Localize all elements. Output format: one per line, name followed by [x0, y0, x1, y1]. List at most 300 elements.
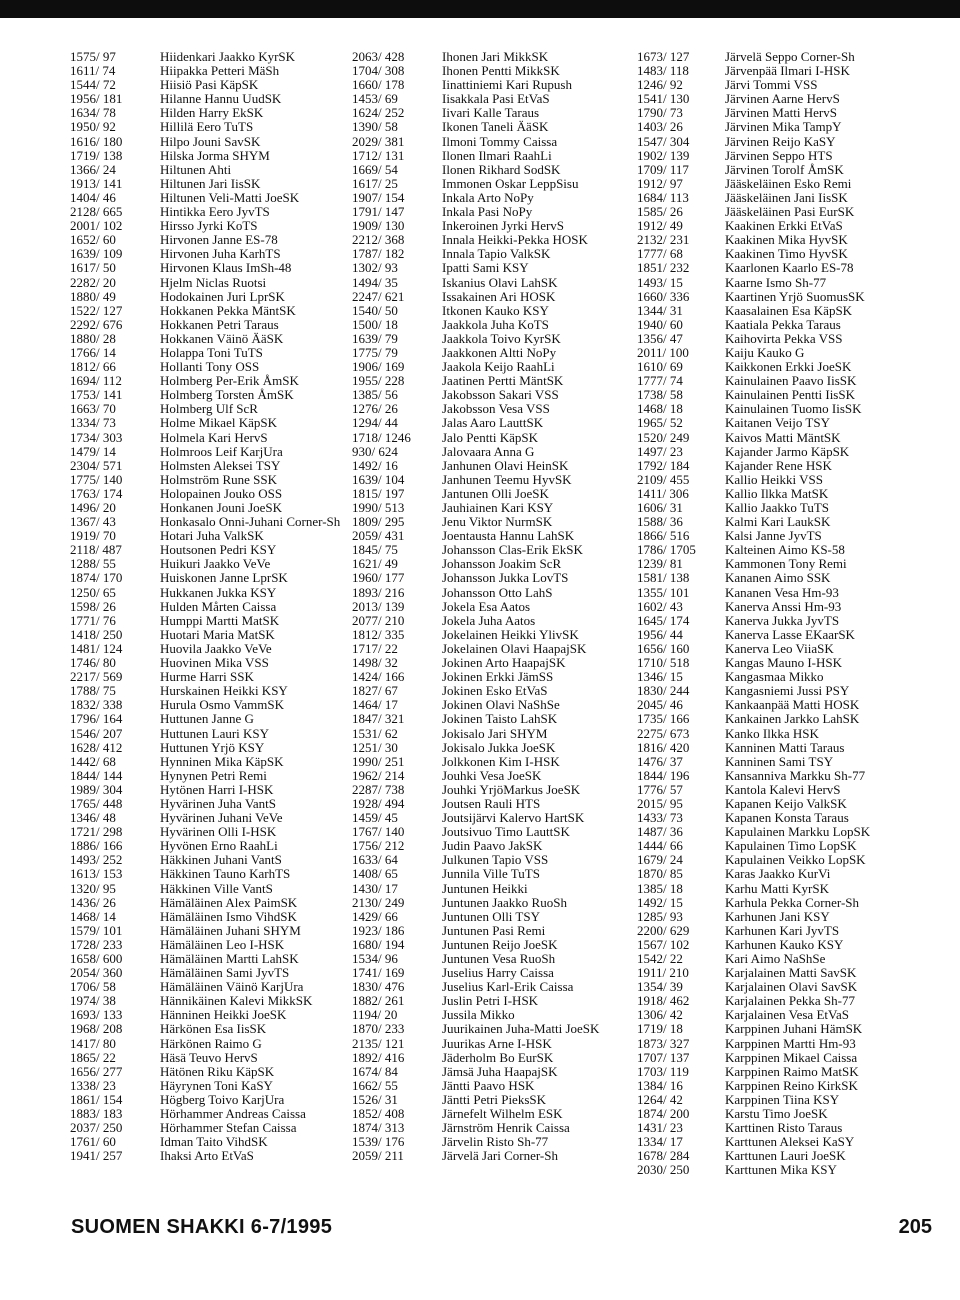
rating-games: 1264/ 42 [637, 1091, 683, 1107]
player-name-club: Kanerva Jukka JyvTS [725, 612, 840, 628]
rating-games: 1775/ 140 [70, 471, 123, 487]
player-name-club: Kajander Rene HSK [725, 457, 832, 473]
player-row [637, 952, 957, 966]
player-row [637, 769, 957, 783]
rating-games: 1346/ 48 [70, 810, 116, 826]
player-row [70, 825, 345, 839]
player-row [637, 896, 957, 910]
player-name-club: Hjelm Niclas Ruotsi [160, 274, 267, 290]
player-name-club: Hörhammer Andreas Caissa [160, 1106, 306, 1122]
player-row [70, 487, 345, 501]
rating-games: 1712/ 131 [352, 147, 405, 163]
rating-games: 2015/ 95 [637, 795, 683, 811]
player-row [637, 586, 957, 600]
rating-games: 1418/ 250 [70, 626, 123, 642]
player-row [352, 346, 624, 360]
player-row [352, 374, 624, 388]
player-name-club: Hämäläinen Sami JyvTS [160, 965, 290, 981]
rating-games: 1194/ 20 [352, 1007, 398, 1023]
player-name-club: Juntunen Pasi Remi [442, 922, 546, 938]
rating-games: 1913/ 141 [70, 175, 123, 191]
player-name-club: Karjalainen Matti SavSK [725, 965, 857, 981]
player-name-club: Ihaksi Arto EtVaS [160, 1148, 254, 1164]
rating-games: 1870/ 85 [637, 866, 683, 882]
rating-games: 1606/ 31 [637, 500, 683, 515]
player-name-club: Kaasalainen Esa KäpSK [725, 302, 853, 318]
rating-games: 1728/ 233 [70, 936, 123, 952]
rating-games: 1366/ 24 [70, 161, 116, 177]
rating-games: 1830/ 476 [352, 979, 405, 995]
rating-games: 1761/ 60 [70, 1134, 116, 1150]
player-name-club: Jalas Aaro LauttSK [442, 415, 544, 431]
player-name-club: Huttunen Lauri KSY [160, 725, 270, 741]
player-name-club: Järvelin Risto Sh-77 [442, 1134, 549, 1150]
player-row [637, 445, 957, 459]
player-row [352, 1037, 624, 1051]
rating-games: 2275/ 673 [637, 725, 690, 741]
player-row [70, 445, 345, 459]
rating-games: 1706/ 58 [70, 979, 116, 995]
rating-games: 1417/ 80 [70, 1035, 116, 1051]
player-row [352, 402, 624, 416]
player-row [352, 149, 624, 163]
player-row [352, 882, 624, 896]
rating-games: 1581/ 138 [637, 570, 690, 586]
rating-games: 1674/ 84 [352, 1063, 398, 1079]
player-row [352, 332, 624, 346]
rating-games: 2287/ 738 [352, 781, 405, 797]
player-row [70, 149, 345, 163]
player-row [637, 1107, 957, 1121]
player-name-club: Juntunen Olli TSY [442, 908, 540, 924]
rating-games: 1660/ 336 [637, 288, 690, 304]
player-name-club: Kallio Jaakko TuTS [725, 500, 830, 515]
player-row [70, 219, 345, 233]
rating-games: 1546/ 207 [70, 725, 123, 741]
rating-games: 2247/ 621 [352, 288, 405, 304]
rating-games: 1880/ 28 [70, 330, 116, 346]
rating-games: 1771/ 76 [70, 612, 116, 628]
rating-games: 1602/ 43 [637, 598, 683, 614]
player-name-club: Kankaanpää Matti HOSK [725, 697, 860, 713]
player-name-club: Karhula Pekka Corner-Sh [725, 894, 860, 910]
player-row [70, 1008, 345, 1022]
player-name-club: Häkkinen Juhani VantS [160, 852, 282, 868]
rating-games: 1844/ 196 [637, 767, 690, 783]
player-row [637, 557, 957, 571]
player-row [70, 290, 345, 304]
player-row [637, 1079, 957, 1093]
player-name-club: Jouhki YrjöMarkus JoeSK [442, 781, 581, 797]
player-row [352, 1149, 624, 1163]
rating-games: 1746/ 80 [70, 655, 116, 671]
player-name-club: Juslin Petri I-HSK [442, 993, 539, 1009]
player-row [70, 50, 345, 64]
player-row [70, 416, 345, 430]
player-name-club: Ilmoni Tommy Caissa [442, 133, 558, 149]
rating-games: 1624/ 252 [352, 105, 405, 121]
rating-games: 1542/ 22 [637, 951, 683, 966]
player-row [70, 642, 345, 656]
player-row [70, 473, 345, 487]
player-row [70, 135, 345, 149]
player-row [637, 205, 957, 219]
rating-games: 1656/ 160 [637, 640, 690, 656]
rating-games: 1367/ 43 [70, 514, 116, 530]
rating-games: 1430/ 17 [352, 880, 398, 896]
player-row [70, 276, 345, 290]
player-row [637, 233, 957, 247]
player-name-club: Hyvärinen Juha VantS [160, 795, 277, 811]
rating-games: 1886/ 166 [70, 838, 123, 854]
rating-games: 1911/ 210 [637, 965, 689, 981]
player-name-club: Jenu Viktor NurmSK [442, 514, 553, 530]
rating-games: 1492/ 16 [352, 457, 398, 473]
player-name-club: Immonen Oskar LeppSisu [442, 175, 579, 191]
rating-games: 1844/ 144 [70, 767, 123, 783]
player-row [637, 501, 957, 515]
player-row [352, 191, 624, 205]
rating-games: 2045/ 46 [637, 697, 683, 713]
player-name-club: Judin Paavo JakSK [442, 838, 543, 854]
player-name-club: Karhunen Kari JyvTS [725, 922, 840, 938]
player-name-club: Inkala Arto NoPy [442, 189, 534, 205]
player-row [70, 205, 345, 219]
player-row [352, 910, 624, 924]
player-name-club: Kaiju Kauko G [725, 344, 805, 360]
player-row [637, 994, 957, 1008]
rating-games: 1827/ 67 [352, 683, 398, 699]
player-row [70, 1037, 345, 1051]
player-name-club: Hyvönen Erno RaahLi [160, 838, 278, 854]
player-name-club: Järvinen Aarne HervS [725, 91, 840, 107]
player-name-club: Huiskonen Janne LprSK [160, 570, 288, 586]
player-row [637, 980, 957, 994]
player-row [352, 684, 624, 698]
rating-games: 2011/ 100 [637, 344, 689, 360]
player-row [70, 769, 345, 783]
rating-games: 1436/ 26 [70, 894, 116, 910]
player-name-club: Kallio Ilkka MatSK [725, 485, 829, 501]
rating-games: 1496/ 20 [70, 500, 116, 515]
player-row [352, 614, 624, 628]
rating-games: 1390/ 58 [352, 119, 398, 135]
player-row [70, 106, 345, 120]
player-name-club: Holme Mikael KäpSK [160, 415, 277, 431]
player-row [352, 966, 624, 980]
player-row [352, 64, 624, 78]
player-row [352, 515, 624, 529]
player-name-club: Jämsä Juha HaapajSK [442, 1063, 558, 1079]
rating-games: 1334/ 17 [637, 1134, 683, 1150]
player-row [70, 600, 345, 614]
player-row [70, 698, 345, 712]
rating-games: 1567/ 102 [637, 936, 690, 952]
player-name-club: Karjalainen Pekka Sh-77 [725, 993, 855, 1009]
player-row [70, 741, 345, 755]
player-name-club: Kaakinen Erkki EtVaS [725, 218, 843, 234]
rating-games: 1892/ 416 [352, 1049, 405, 1065]
player-row [637, 571, 957, 585]
rating-games: 1276/ 26 [352, 401, 398, 417]
player-row [70, 318, 345, 332]
rating-games: 1906/ 169 [352, 359, 405, 375]
rating-games: 1476/ 37 [637, 753, 683, 769]
player-name-club: Jakobsson Vesa VSS [442, 401, 550, 417]
player-name-club: Hämäläinen Leo I-HSK [160, 936, 285, 952]
player-row [637, 529, 957, 543]
rating-games: 1786/ 1705 [637, 542, 696, 558]
player-row [352, 557, 624, 571]
player-name-club: Härkönen Raimo G [160, 1035, 262, 1051]
player-name-club: Jauhiainen Kari KSY [442, 500, 554, 515]
rating-games: 1709/ 117 [637, 161, 689, 177]
player-row [637, 1093, 957, 1107]
player-row [637, 332, 957, 346]
rating-games: 2132/ 231 [637, 232, 690, 248]
player-name-club: Häsä Teuvo HervS [160, 1049, 258, 1065]
player-row [352, 205, 624, 219]
rating-games: 1990/ 513 [352, 500, 405, 515]
player-name-club: Kaitanen Veijo TSY [725, 415, 830, 431]
rating-games: 1874/ 170 [70, 570, 123, 586]
player-name-club: Hätönen Riku KäpSK [160, 1063, 275, 1079]
rating-games: 1902/ 139 [637, 147, 690, 163]
rating-games: 1673/ 127 [637, 49, 690, 64]
player-name-club: Karjalainen Vesa EtVaS [725, 1007, 849, 1023]
player-row [352, 1093, 624, 1107]
player-name-club: Kanerva Lasse EKaarSK [725, 626, 855, 642]
player-name-club: Järvelä Jari Corner-Sh [442, 1148, 558, 1164]
rating-games: 2063/ 428 [352, 49, 405, 64]
player-row [637, 543, 957, 557]
rating-games: 1990/ 251 [352, 753, 405, 769]
rating-games: 2013/ 139 [352, 598, 405, 614]
player-name-club: Kangasniemi Jussi PSY [725, 683, 850, 699]
rating-games: 1239/ 81 [637, 556, 683, 572]
rating-games: 1845/ 75 [352, 542, 398, 558]
player-name-club: Karttunen Lauri JoeSK [725, 1148, 846, 1164]
player-name-club: Kalmi Kari LaukSK [725, 514, 831, 530]
player-name-club: Juselius Harry Caissa [442, 965, 554, 981]
player-row [637, 825, 957, 839]
player-row [637, 839, 957, 853]
player-name-club: Juntunen Vesa RuoSh [442, 951, 556, 966]
rating-games: 1493/ 15 [637, 274, 683, 290]
rating-games: 2304/ 571 [70, 457, 123, 473]
player-row [637, 1149, 957, 1163]
player-name-club: Hytönen Harri I-HSK [160, 781, 274, 797]
rating-games: 1861/ 154 [70, 1091, 123, 1107]
rating-games: 1498/ 32 [352, 655, 398, 671]
rating-games: 1790/ 73 [637, 105, 683, 121]
player-name-club: Kanko Ilkka HSK [725, 725, 819, 741]
player-row [70, 1149, 345, 1163]
player-name-club: Issakainen Ari HOSK [442, 288, 556, 304]
player-row [70, 853, 345, 867]
player-row [70, 1051, 345, 1065]
player-row [352, 501, 624, 515]
rating-games: 1453/ 69 [352, 91, 398, 107]
player-row [637, 882, 957, 896]
rating-games: 1788/ 75 [70, 683, 116, 699]
player-name-club: Jokinen Taisto LahSK [442, 711, 558, 727]
rating-games: 2030/ 250 [637, 1162, 690, 1178]
player-name-club: Hiltunen Ahti [160, 161, 232, 177]
player-row [352, 120, 624, 134]
rating-games: 1384/ 16 [637, 1077, 683, 1093]
rating-games: 1912/ 97 [637, 175, 683, 191]
rating-games: 1526/ 31 [352, 1091, 398, 1107]
player-row [352, 811, 624, 825]
player-row [352, 727, 624, 741]
player-name-club: Järvinen Matti HervS [725, 105, 837, 121]
player-name-club: Jouhki Vesa JoeSK [442, 767, 542, 783]
rating-games: 1246/ 92 [637, 77, 683, 93]
player-row [352, 1008, 624, 1022]
rating-games: 1679/ 24 [637, 852, 683, 868]
rating-games: 1874/ 200 [637, 1106, 690, 1122]
player-row [352, 177, 624, 191]
player-row [352, 290, 624, 304]
rating-games: 1616/ 180 [70, 133, 123, 149]
player-name-club: Kainulainen Tuomo IisSK [725, 401, 862, 417]
player-row [70, 1107, 345, 1121]
player-name-club: Hurula Osmo VammSK [160, 697, 284, 713]
player-name-club: Hotari Juha ValkSK [160, 528, 264, 544]
rating-games: 1865/ 22 [70, 1049, 116, 1065]
player-name-club: Jokisalo Jari SHYM [442, 725, 548, 741]
rating-games: 1756/ 212 [352, 838, 405, 854]
rating-games: 1334/ 73 [70, 415, 116, 431]
player-row [352, 741, 624, 755]
rating-games: 1777/ 74 [637, 373, 683, 389]
rating-games: 1344/ 31 [637, 302, 683, 318]
player-name-club: Karhunen Kauko KSY [725, 936, 844, 952]
rating-games: 1645/ 174 [637, 612, 690, 628]
rating-games: 1965/ 52 [637, 415, 683, 431]
player-name-club: Jussila Mikko [442, 1007, 515, 1023]
player-row [637, 853, 957, 867]
page-footer [0, 1216, 960, 1246]
player-row [70, 92, 345, 106]
player-name-club: Jaakkonen Altti NoPy [442, 344, 557, 360]
player-name-club: Jokelainen Olavi HaapajSK [442, 640, 587, 656]
rating-games: 1663/ 70 [70, 401, 116, 417]
player-row [70, 1135, 345, 1149]
rating-games: 1719/ 138 [70, 147, 123, 163]
rating-games: 1639/ 109 [70, 246, 123, 262]
player-row [637, 1065, 957, 1079]
player-name-club: Joutsijärvi Kalervo HartSK [442, 810, 585, 826]
player-row [637, 487, 957, 501]
player-name-club: Karttunen Aleksei KaSY [725, 1134, 855, 1150]
player-row [352, 698, 624, 712]
rating-games: 1497/ 23 [637, 443, 683, 459]
rating-games: 1494/ 35 [352, 274, 398, 290]
player-row [70, 543, 345, 557]
player-row [70, 797, 345, 811]
player-name-club: Juurikainen Juha-Matti JoeSK [442, 1021, 600, 1037]
player-name-club: Jokinen Erkki JämSS [442, 669, 554, 685]
rating-games: 1767/ 140 [352, 824, 405, 840]
player-row [70, 614, 345, 628]
player-name-club: Jaakkola Toivo KyrSK [442, 330, 561, 346]
player-row [70, 191, 345, 205]
rating-games: 1956/ 181 [70, 91, 123, 107]
player-name-club: Jokinen Arto HaapajSK [442, 655, 566, 671]
player-name-club: Innala Tapio ValkSK [442, 246, 551, 262]
player-name-club: Holmroos Leif KarjUra [160, 443, 283, 459]
player-name-club: Kaakinen Mika HyvSK [725, 232, 848, 248]
player-row [352, 839, 624, 853]
player-row [70, 360, 345, 374]
player-row [352, 276, 624, 290]
player-row [637, 783, 957, 797]
rating-games: 1694/ 112 [70, 373, 122, 389]
rating-games: 1294/ 44 [352, 415, 398, 431]
rating-games: 1735/ 166 [637, 711, 690, 727]
player-row [352, 487, 624, 501]
player-name-club: Järvinen Seppo HTS [725, 147, 833, 163]
rating-games: 1598/ 26 [70, 598, 116, 614]
rating-games: 1787/ 182 [352, 246, 405, 262]
player-name-club: Hörhammer Stefan Caissa [160, 1120, 297, 1136]
rating-games: 1633/ 64 [352, 852, 398, 868]
player-row [637, 867, 957, 881]
player-name-club: Holmsten Aleksei TSY [160, 457, 281, 473]
player-row [70, 388, 345, 402]
player-row [352, 92, 624, 106]
rating-games: 1385/ 56 [352, 387, 398, 403]
player-name-club: Ilonen Ilmari RaahLi [442, 147, 552, 163]
player-name-club: Hiltunen Jari IisSK [160, 175, 261, 191]
player-name-club: Hokkanen Väinö ÄäSK [160, 330, 284, 346]
player-name-club: Kaarlonen Kaarlo ES-78 [725, 260, 854, 276]
rating-games: 1830/ 244 [637, 683, 690, 699]
player-row [637, 628, 957, 642]
player-name-club: Iisakkala Pasi EtVaS [442, 91, 550, 107]
player-name-club: Holmela Kari HervS [160, 429, 268, 445]
player-row [352, 642, 624, 656]
rating-games: 1960/ 177 [352, 570, 405, 586]
rating-games: 1763/ 174 [70, 485, 123, 501]
rating-games: 1431/ 23 [637, 1120, 683, 1136]
player-name-club: Juselius Karl-Erik Caissa [442, 979, 574, 995]
player-row [70, 670, 345, 684]
player-name-club: Innala Heikki-Pekka HOSK [442, 232, 588, 248]
rating-games: 1652/ 60 [70, 232, 116, 248]
player-row [352, 755, 624, 769]
player-name-club: Kaikkonen Erkki JoeSK [725, 359, 852, 375]
player-name-club: Huovinen Mika VSS [160, 655, 269, 671]
rating-games: 1832/ 338 [70, 697, 123, 713]
player-row [637, 924, 957, 938]
player-row [352, 600, 624, 614]
player-name-club: Kanerva Anssi Hm-93 [725, 598, 842, 614]
player-row [637, 247, 957, 261]
rating-games: 1956/ 44 [637, 626, 683, 642]
rating-games: 1684/ 113 [637, 189, 689, 205]
player-row [637, 1008, 957, 1022]
player-name-club: Hilanne Hannu UudSK [160, 91, 282, 107]
player-name-club: Hämäläinen Ismo VihdSK [160, 908, 297, 924]
player-name-club: Hyvärinen Olli I-HSK [160, 824, 277, 840]
player-row [70, 910, 345, 924]
player-row [70, 1079, 345, 1093]
player-name-club: Hiidenkari Jaakko KyrSK [160, 49, 296, 64]
rating-games: 1285/ 93 [637, 908, 683, 924]
